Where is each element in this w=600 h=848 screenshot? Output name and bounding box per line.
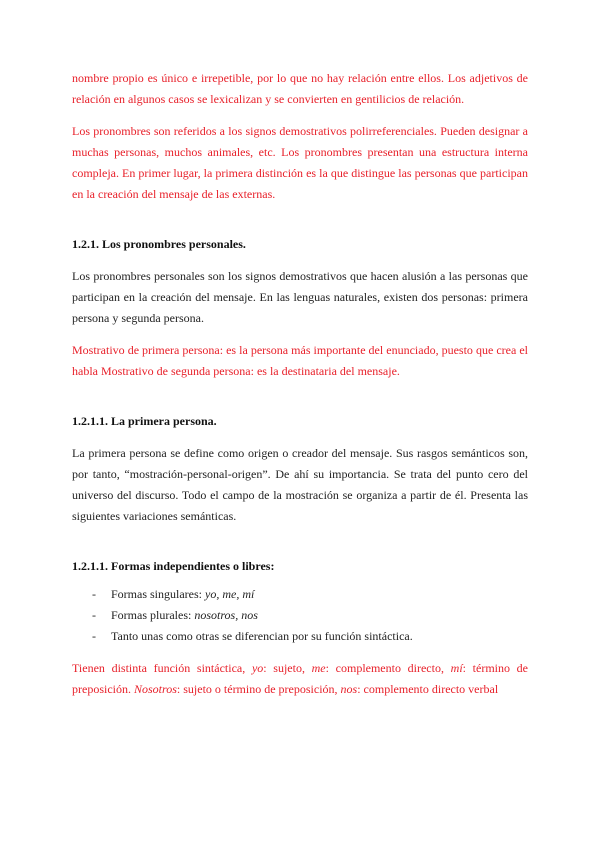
list-item-funcion: - Tanto unas como otras se diferencian por su función sintáctica.	[92, 626, 528, 647]
bullet-dash: -	[92, 608, 96, 622]
forms-plurales: nosotros, nos	[194, 608, 258, 622]
list-item-plurales: - Formas plurales: nosotros, nos	[92, 605, 528, 626]
forms-singulares: yo, me, mí	[205, 587, 255, 601]
list-item-singulares: - Formas singulares: yo, me, mí	[92, 584, 528, 605]
paragraph-pronombres-personales: Los pronombres personales son los signos demostrativos que hacen alusión a las personas que participan en la creación del mensaje. En las lenguas naturales, existen dos personas: primera persona y segunda persona.	[72, 269, 528, 325]
forms-list	[72, 584, 528, 647]
paragraph-pronombres-definicion: Los pronombres son referidos a los signos demostrativos polirreferenciales. Pueden designar a muchas personas, muchos animales, etc. Los pronombres presentan una estructura interna compleja. En primer lugar, la primera distinción es la que distingue las personas que participan en la creación del mensaje de las externas.	[72, 124, 528, 201]
paragraph-mostrativos: Mostrativo de primera persona: es la persona más importante del enunciado, puesto que crea el habla Mostrativo de segunda persona: es la destinataria del mensaje.	[72, 343, 528, 378]
paragraph-funcion-sintactica: Tienen distinta función sintáctica, yo: sujeto, me: complemento directo, mí: término de preposición. Nosotros: sujeto o término de preposición, nos: complemento directo verbal	[72, 661, 529, 696]
bullet-dash: -	[92, 629, 96, 643]
bullet-dash: -	[92, 587, 96, 601]
paragraph-primera-persona: La primera persona se define como origen o creador del mensaje. Sus rasgos semánticos son, por tanto, “mostración-personal-origen”. De ahí su importancia. Se trata del punto cero del universo del discurso. Todo el campo de la mostración se organiza a partir de él. Presenta las siguientes variaciones semánticas.	[72, 446, 528, 523]
heading-primera-persona: 1.2.1.1. La primera persona.	[72, 414, 217, 428]
paragraph-adjetivos-relacion: nombre propio es único e irrepetible, por lo que no hay relación entre ellos. Los adjetivos de relación en algunos casos se lexicalizan y se convierten en gentilicios de relación.	[72, 71, 528, 106]
heading-pronombres-personales: 1.2.1. Los pronombres personales.	[72, 237, 246, 251]
heading-formas-independientes: 1.2.1.1. Formas independientes o libres:	[72, 559, 275, 573]
